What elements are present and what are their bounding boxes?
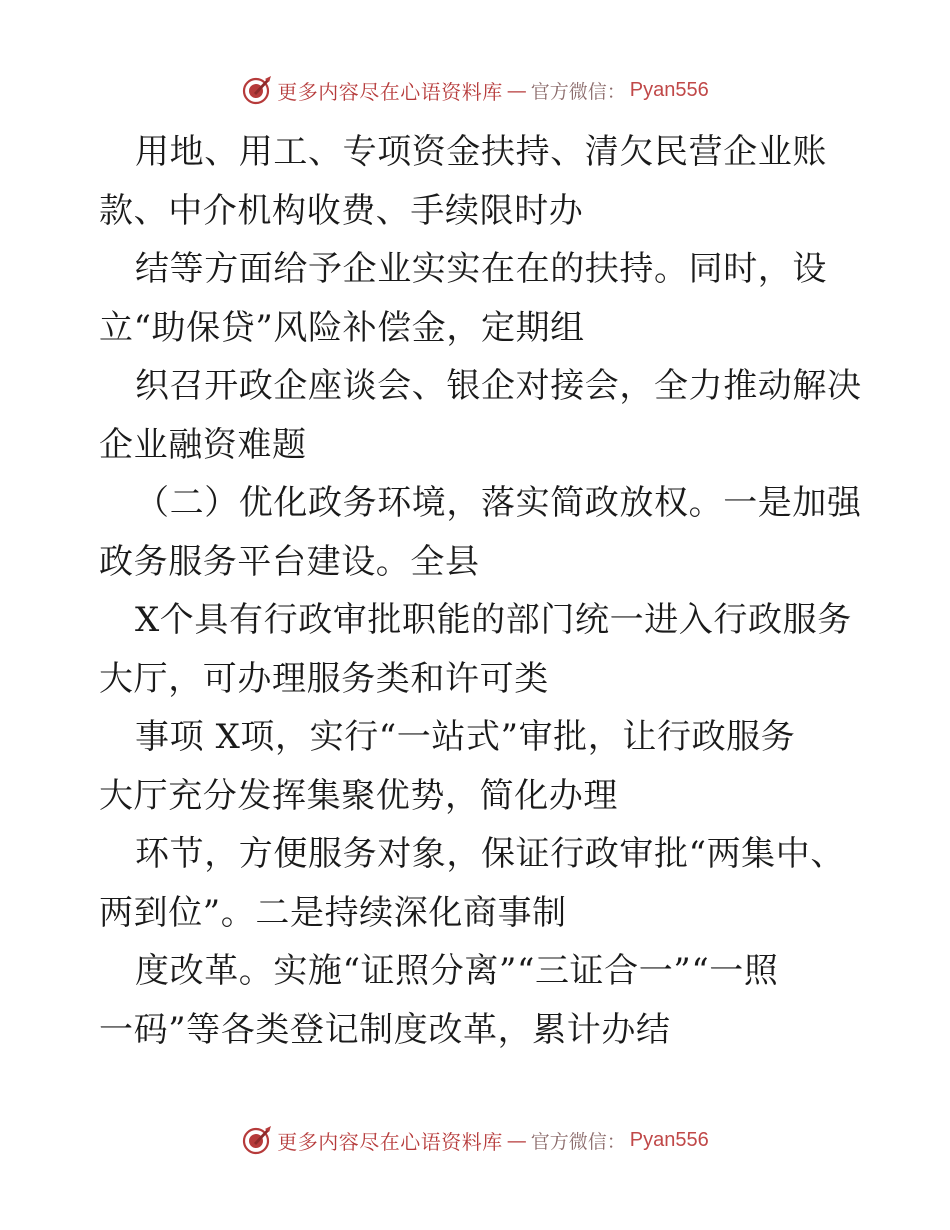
text-line: （二）优化政务环境，落实简政放权。一是加强 [135,483,862,523]
text-line: 度改革。实施“证照分离”“三证合一”“一照 [135,951,779,991]
text-line: 政务服务平台建设。全县 [99,541,480,582]
text-line: 款、中介机构收费、手续限时办 [99,190,584,231]
quill-pen-seal-icon [241,74,273,106]
watermark-content [241,1124,708,1156]
watermark-wechat-label: 官方微信： [530,80,626,103]
text-line: 结等方面给予企业实实在在的扶持。同时，设 [135,249,827,289]
document-body [99,123,862,1059]
text-line: X个具有行政审批职能的部门统一进入行政服务 [135,600,852,640]
text-line: 两到位”。二是持续深化商事制 [99,892,567,933]
header-watermark [0,70,950,110]
text-line: 立“助保贷”风险补偿金，定期组 [99,307,585,348]
watermark-dash: — [506,78,527,102]
footer-watermark [0,1120,950,1160]
text-line: 企业融资难题 [99,424,307,465]
quill-pen-seal-icon [241,1124,273,1156]
text-line: 大厅充分发挥集聚优势，简化办理 [99,775,618,816]
watermark-wechat-id: Pyan556 [629,78,709,101]
watermark-site-text: 更多内容尽在心语资料库 [277,79,503,104]
text-line: 环节，方便服务对象，保证行政审批“两集中、 [135,834,845,874]
text-line: 大厅，可办理服务类和许可类 [99,658,549,699]
text-line: 织召开政企座谈会、银企对接会，全力推动解决 [135,366,862,406]
watermark-dash: — [506,1128,527,1152]
watermark-wechat-id: Pyan556 [629,1128,709,1151]
text-line: 事项 X项，实行“一站式”审批，让行政服务 [135,717,796,757]
watermark-content [241,74,708,106]
watermark-site-text: 更多内容尽在心语资料库 [277,1129,503,1154]
watermark-wechat-label: 官方微信： [530,1130,626,1153]
text-line: 用地、用工、专项资金扶持、清欠民营企业账 [135,132,827,172]
text-line: 一码”等各类登记制度改革，累计办结 [99,1009,671,1050]
